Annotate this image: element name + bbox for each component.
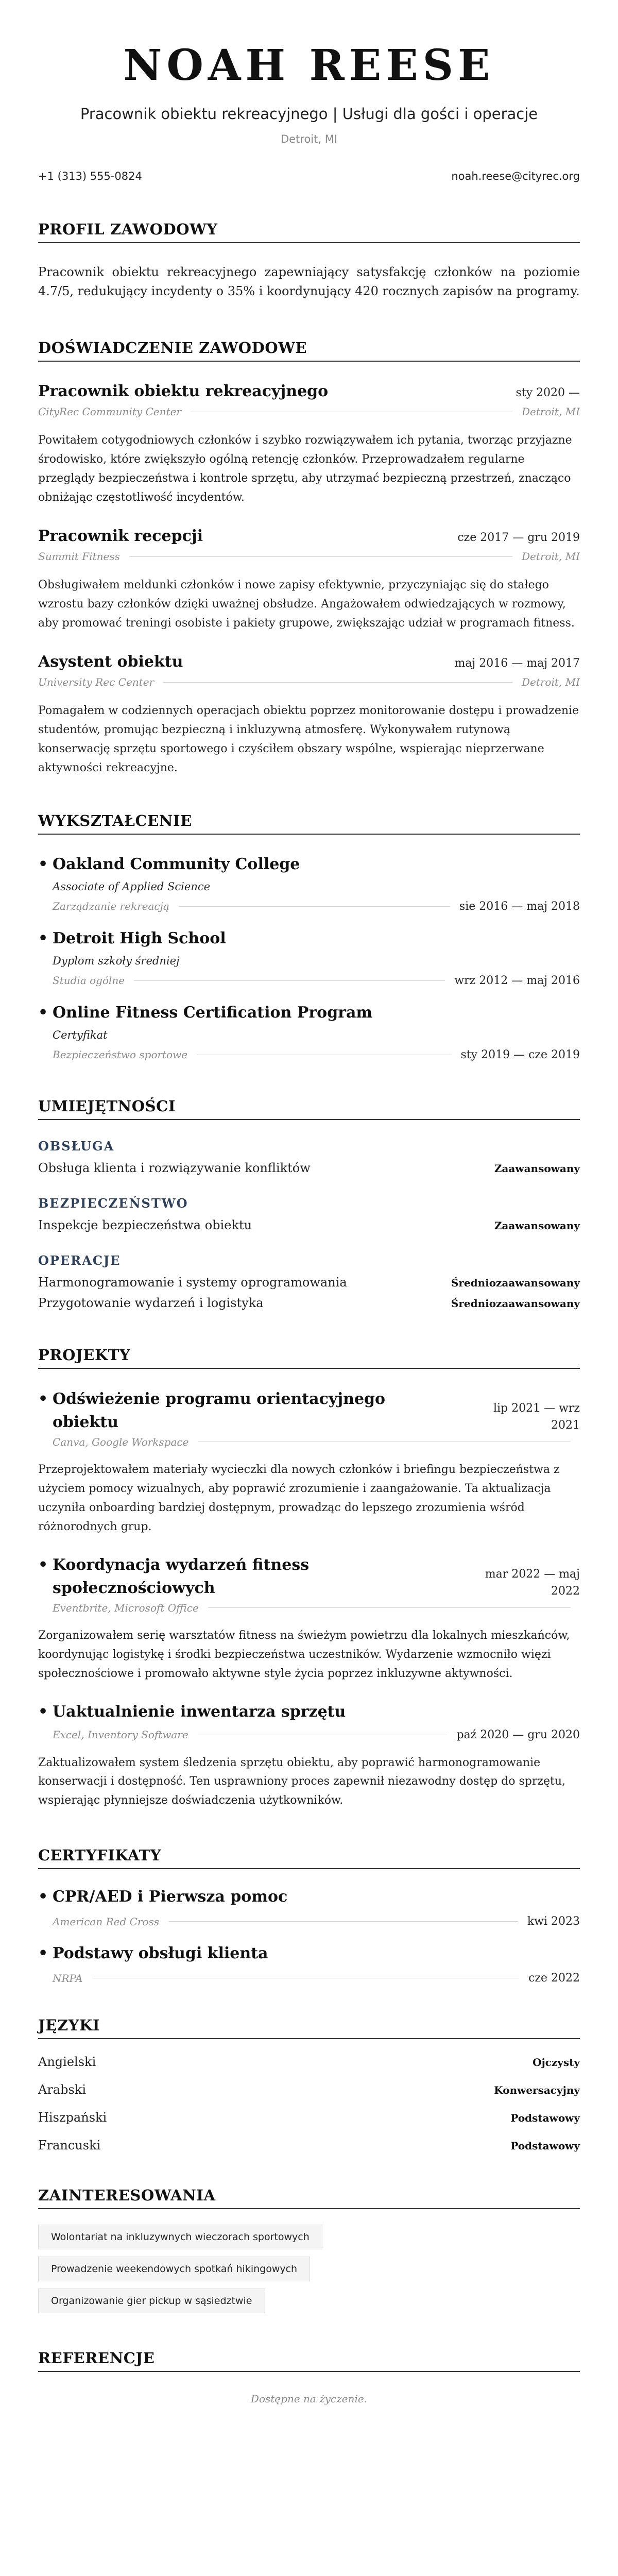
project-entry xyxy=(38,1700,580,1811)
education-section xyxy=(38,812,580,1061)
skill-name: Harmonogramowanie i systemy oprogramowania xyxy=(38,1275,347,1290)
job-dates: maj 2016 — maj 2017 xyxy=(454,657,580,670)
section-title-interests: ZAINTERESOWANIA xyxy=(38,2187,580,2209)
languages-section xyxy=(38,2016,580,2153)
field-of-study: Zarządzanie rekreacją xyxy=(53,900,169,913)
project-name-cont: społecznościowych xyxy=(53,1579,215,1597)
job-organization: Summit Fitness xyxy=(38,550,120,563)
language-level: Podstawowy xyxy=(510,2140,580,2153)
skills-section xyxy=(38,1097,580,1310)
section-title-certifications: CERTYFIKATY xyxy=(38,1846,580,1869)
job-entry xyxy=(38,653,580,778)
degree: Dyplom szkoły średniej xyxy=(53,954,180,967)
project-description: Przeprojektowałem materiały wycieczki dla nowych członków i briefingu bezpieczeństwa z użyciem pomocy wizualnych, aby poprawić zrozumienie i zaangażowanie. Ta aktualizacja uczyniła onboarding bardziej dostępnym, prowadząc do lepszego zrozumienia wśród różnorodnych grup. xyxy=(38,1463,560,1533)
language-level: Ojczysty xyxy=(533,2056,580,2069)
resume-header xyxy=(38,41,580,145)
project-name-cont: obiektu xyxy=(53,1413,118,1431)
section-title-experience: DOŚWIADCZENIE ZAWODOWE xyxy=(38,339,580,362)
section-title-languages: JĘZYKI xyxy=(38,2016,580,2039)
contact-row xyxy=(38,170,580,182)
certification-date: cze 2022 xyxy=(528,1972,580,1985)
school-name: Online Fitness Certification Program xyxy=(53,1003,373,1022)
skill-name: Inspekcje bezpieczeństwa obiektu xyxy=(38,1217,252,1232)
bullet-icon: • xyxy=(38,855,48,873)
certifications-section xyxy=(38,1846,580,1985)
profile-text: Pracownik obiektu rekreacyjnego zapewniający satysfakcję członków na poziomie 4.7/5, redukujący incydenty o 35% i koordynujący 420 rocznych zapisów na programy. xyxy=(38,265,580,299)
interest-tag: Organizowanie gier pickup w sąsiedztwie xyxy=(38,2289,265,2313)
job-location: Detroit, MI xyxy=(521,676,580,689)
language-row xyxy=(38,2082,580,2097)
job-organization: CityRec Community Center xyxy=(38,405,182,418)
job-location: Detroit, MI xyxy=(521,405,580,418)
projects-section xyxy=(38,1346,580,1811)
language-level: Podstawowy xyxy=(510,2112,580,2125)
education-entry xyxy=(38,1004,580,1061)
email[interactable]: noah.reese@cityrec.org xyxy=(451,170,580,182)
bullet-icon: • xyxy=(38,1389,48,1408)
leader-line xyxy=(163,682,512,683)
leader-line xyxy=(168,1921,518,1922)
leader-line xyxy=(208,1607,571,1608)
project-name: Koordynacja wydarzeń fitness xyxy=(53,1555,310,1574)
field-of-study: Studia ogólne xyxy=(53,974,125,987)
job-description: Powitałem cotygodniowych członków i szybko rozwiązywałem ich pytania, tworząc przyjazne środowisko, które zwiększyło ogólną retencję członków. Przeprowadzałem regularne przeglądy bezpieczeństwa i kontrole sprzętu, aby utrzymać bezpieczną przestrzeń, znacząco obniżając częstotliwość incydentów. xyxy=(38,434,572,504)
candidate-name: NOAH REESE xyxy=(123,41,495,90)
education-dates: sie 2016 — maj 2018 xyxy=(459,900,580,913)
skill-level: Zaawansowany xyxy=(494,1162,580,1175)
language-name: Arabski xyxy=(38,2082,87,2097)
section-title-projects: PROJEKTY xyxy=(38,1346,580,1369)
interests-section xyxy=(38,2187,580,2313)
language-name: Hiszpański xyxy=(38,2110,107,2125)
language-name: Francuski xyxy=(38,2138,101,2153)
headline: Pracownik obiektu rekreacyjnego | Usługi dla gości i operacje xyxy=(80,105,538,123)
project-description: Zaktualizowałem system śledzenia sprzętu obiektu, aby poprawić harmonogramowanie konserwacji i dostępność. Ten usprawniony proces zapewnił niezawodny dostęp do sprzętu, wspierając płynniejsze doświadczenia użytkowników. xyxy=(38,1756,565,1807)
certification-date: kwi 2023 xyxy=(527,1915,580,1928)
skill-category: OPERACJE xyxy=(38,1252,121,1268)
phone[interactable]: +1 (313) 555-0824 xyxy=(38,170,142,182)
location: Detroit, MI xyxy=(280,133,338,145)
job-title: Pracownik obiektu rekreacyjnego xyxy=(38,382,329,401)
interest-tag: Wolontariat na inkluzywnych wieczorach sportowych xyxy=(38,2225,322,2249)
field-of-study: Bezpieczeństwo sportowe xyxy=(53,1048,188,1061)
leader-line xyxy=(179,906,450,907)
skill-category: OBSŁUGA xyxy=(38,1138,115,1154)
project-name: Uaktualnienie inwentarza sprzętu xyxy=(53,1702,346,1721)
skill-name: Przygotowanie wydarzeń i logistyka xyxy=(38,1295,264,1310)
language-row xyxy=(38,2055,580,2069)
section-title-education: WYKSZTAŁCENIE xyxy=(38,812,580,835)
project-tech: Canva, Google Workspace xyxy=(53,1435,189,1448)
degree: Associate of Applied Science xyxy=(53,880,211,893)
leader-line xyxy=(134,980,445,981)
education-dates: sty 2019 — cze 2019 xyxy=(460,1048,580,1061)
language-row xyxy=(38,2138,580,2153)
skill-level: Zaawansowany xyxy=(494,1219,580,1232)
references-section xyxy=(38,2349,580,2405)
degree: Certyfikat xyxy=(53,1028,108,1041)
bullet-icon: • xyxy=(38,1003,48,1022)
profile-section xyxy=(38,221,580,301)
bullet-icon: • xyxy=(38,1944,48,1963)
interest-tag: Prowadzenie weekendowych spotkań hikingowych xyxy=(38,2257,310,2281)
job-dates: cze 2017 — gru 2019 xyxy=(457,531,580,545)
section-title-skills: UMIEJĘTNOŚCI xyxy=(38,1097,580,1120)
project-dates: paź 2020 — gru 2020 xyxy=(456,1728,580,1741)
certification-issuer: NRPA xyxy=(53,1972,83,1985)
language-level: Konwersacyjny xyxy=(494,2084,580,2097)
skill-row xyxy=(38,1296,580,1310)
job-location: Detroit, MI xyxy=(521,550,580,563)
bullet-icon: • xyxy=(38,1702,48,1721)
job-title: Asystent obiektu xyxy=(38,653,183,671)
skill-level: Średniozaawansowany xyxy=(451,1276,580,1289)
job-organization: University Rec Center xyxy=(38,676,154,689)
certification-entry xyxy=(38,1888,580,1928)
job-dates: sty 2020 — xyxy=(516,386,580,400)
section-title-profile: PROFIL ZAWODOWY xyxy=(38,221,580,243)
school-name: Detroit High School xyxy=(53,929,226,947)
bullet-icon: • xyxy=(38,1555,48,1574)
education-dates: wrz 2012 — maj 2016 xyxy=(454,974,580,987)
education-entry xyxy=(38,929,580,987)
job-entry xyxy=(38,382,580,507)
school-name: Oakland Community College xyxy=(53,855,300,873)
project-tech: Excel, Inventory Software xyxy=(53,1728,188,1741)
experience-section xyxy=(38,339,580,777)
job-description: Pomagałem w codziennych operacjach obiektu poprzez monitorowanie dostępu i prowadzenie studentów, promując bezpieczną i inkluzywną atmosferę. Wykonywałem rutynową konserwację sprzętu sportowego i czyściłem obszary wspólne, wspierając nieprzerwane aktywności rekreacyjne. xyxy=(38,704,579,774)
skill-row xyxy=(38,1218,580,1232)
skill-category: BEZPIECZEŃSTWO xyxy=(38,1195,188,1211)
language-row xyxy=(38,2110,580,2125)
references-note: Dostępne na życzenie. xyxy=(250,2393,368,2405)
certification-entry xyxy=(38,1944,580,1985)
project-entry xyxy=(38,1387,580,1537)
project-dates: mar 2022 — maj 2022 xyxy=(485,1567,580,1598)
skill-name: Obsługa klienta i rozwiązywanie konfliktów xyxy=(38,1160,311,1175)
skill-level: Średniozaawansowany xyxy=(451,1297,580,1310)
section-title-references: REFERENCJE xyxy=(38,2349,580,2372)
project-dates: lip 2021 — wrz 2021 xyxy=(493,1401,580,1432)
job-title: Pracownik recepcji xyxy=(38,527,203,546)
skill-row xyxy=(38,1275,580,1290)
certification-name: CPR/AED i Pierwsza pomoc xyxy=(53,1888,288,1906)
project-description: Zorganizowałem serię warsztatów fitness na świeżym powietrzu dla lokalnych mieszkańców, koordynując logistykę i środki bezpieczeństwa uczestników. Wydarzenie wzmocniło więzi społecznościowe i promowało aktywne style życia poprzez inkluzywne aktywności. xyxy=(38,1629,570,1680)
project-tech: Eventbrite, Microsoft Office xyxy=(53,1601,199,1614)
skill-row xyxy=(38,1161,580,1175)
certification-issuer: American Red Cross xyxy=(53,1915,160,1928)
job-entry xyxy=(38,527,580,633)
project-name: Odświeżenie programu orientacyjnego xyxy=(53,1389,386,1408)
bullet-icon: • xyxy=(38,1888,48,1906)
project-entry xyxy=(38,1553,580,1684)
language-name: Angielski xyxy=(38,2055,96,2070)
education-entry xyxy=(38,855,580,913)
job-description: Obsługiwałem meldunki członków i nowe zapisy efektywnie, przyczyniając się do stałego wzrostu bazy członków dzięki uważnej obsłudze. Angażowałem odwiedzających w rozmowy, aby promować treningi osobiste i pakiety grupowe, zwiększając udział w programach fitness. xyxy=(38,579,575,630)
certification-name: Podstawy obsługi klienta xyxy=(53,1944,268,1963)
leader-line xyxy=(129,556,512,557)
bullet-icon: • xyxy=(38,929,48,947)
